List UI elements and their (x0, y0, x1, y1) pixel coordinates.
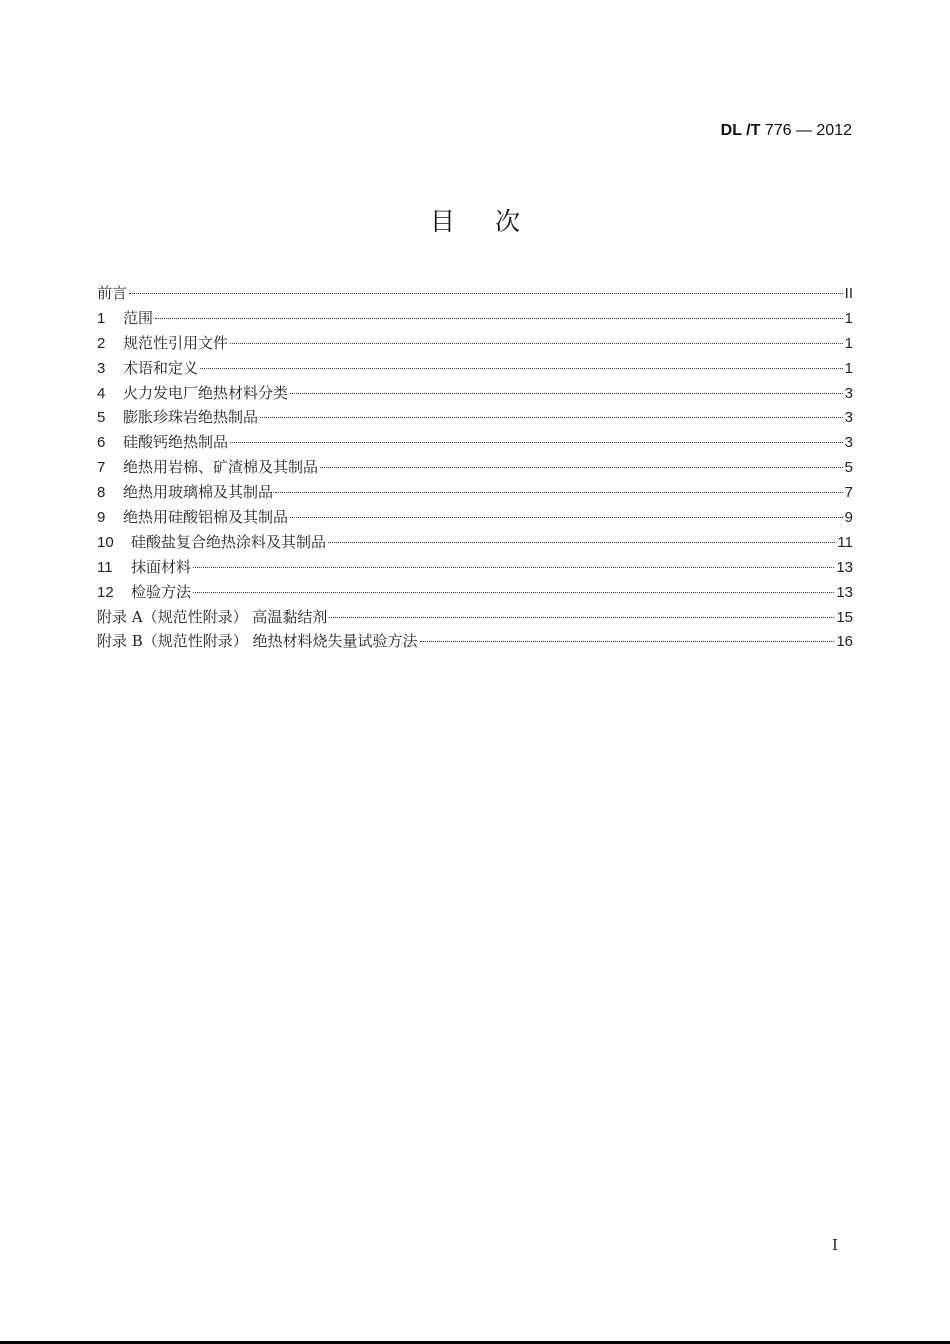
toc-entry-label: 规范性引用文件 (123, 333, 229, 352)
toc-entry-annex-a[interactable] (97, 605, 853, 630)
toc-entry-9[interactable] (97, 505, 853, 530)
toc-entry-page: II (844, 285, 853, 302)
standard-code (721, 122, 852, 140)
toc-entry-label: 绝热用玻璃棉及其制品 (123, 483, 274, 502)
toc-entry-page: 11 (837, 533, 853, 551)
toc-leader (200, 368, 843, 369)
toc-entry-page: 3 (844, 434, 853, 452)
toc-entry-label: 范围 (123, 308, 154, 327)
toc-entry-6[interactable] (97, 430, 853, 455)
toc-entry-page: 15 (836, 608, 853, 626)
toc-entry-4[interactable] (97, 381, 853, 406)
toc-entry-label: 火力发电厂绝热材料分类 (123, 383, 289, 402)
toc-leader (290, 517, 843, 518)
toc-entry-page: 1 (844, 309, 853, 327)
toc-entry-number: 6 (97, 434, 106, 452)
toc-entry-page: 16 (836, 633, 853, 651)
toc-leader (230, 442, 843, 443)
toc-entry-number: 5 (97, 409, 106, 427)
standard-code-prefix: DL /T (720, 122, 761, 139)
toc-leader (260, 417, 843, 418)
toc-entry-number: 10 (97, 533, 114, 551)
toc-entry-number: 12 (97, 583, 114, 601)
toc-entry-label: 术语和定义 (123, 358, 199, 377)
toc-entry-label: 抹面材料 (131, 557, 192, 576)
toc-entry-label: 膨胀珍珠岩绝热制品 (123, 408, 259, 427)
toc-entry-12[interactable] (97, 580, 853, 605)
toc-entry-number: 8 (97, 484, 106, 502)
standard-code-number: 776 — 2012 (760, 122, 852, 139)
toc-entry-label: 检验方法 (131, 582, 192, 601)
page-number: I (832, 1236, 838, 1254)
toc-leader (193, 592, 834, 593)
table-of-contents (97, 281, 853, 654)
toc-entry-page: 3 (844, 409, 853, 427)
toc-leader (320, 467, 843, 468)
toc-entry-number: 3 (97, 359, 106, 377)
toc-entry-page: 9 (844, 509, 853, 527)
toc-entry-page: 13 (836, 558, 853, 576)
toc-entry-7[interactable] (97, 455, 853, 480)
toc-entry-number: 2 (97, 334, 106, 352)
page-title: 目次 (429, 207, 560, 236)
toc-entry-label: 硅酸盐复合绝热涂料及其制品 (131, 532, 327, 551)
toc-entry-annex-b[interactable] (97, 629, 853, 654)
toc-leader (275, 492, 843, 493)
toc-entry-label: 绝热用硅酸铝棉及其制品 (123, 508, 289, 527)
toc-entry-label: 硅酸钙绝热制品 (123, 433, 229, 452)
toc-entry-number: 4 (97, 384, 106, 402)
toc-leader (328, 542, 835, 543)
toc-entry-1[interactable] (97, 306, 853, 331)
toc-entry-label: 前言 (97, 284, 128, 302)
toc-leader (155, 318, 843, 319)
toc-leader (129, 293, 843, 294)
toc-leader (290, 393, 843, 394)
toc-leader (420, 641, 835, 642)
toc-entry-page: 5 (844, 459, 853, 477)
toc-entry-3[interactable] (97, 356, 853, 381)
toc-entry-page: 3 (844, 384, 853, 402)
toc-entry-label: 绝热用岩棉、矿渣棉及其制品 (123, 458, 319, 477)
toc-leader (193, 567, 834, 568)
toc-entry-10[interactable] (97, 530, 853, 555)
toc-entry-11[interactable] (97, 555, 853, 580)
toc-leader (329, 617, 834, 618)
toc-entry-number: 9 (97, 509, 106, 527)
toc-entry-5[interactable] (97, 405, 853, 430)
toc-entry-8[interactable] (97, 480, 853, 505)
toc-entry-label: 附录 A（规范性附录） 高温黏结剂 (97, 607, 328, 626)
toc-entry-page: 7 (844, 484, 853, 502)
toc-entry-page: 1 (844, 359, 853, 377)
toc-entry-2[interactable] (97, 331, 853, 356)
toc-entry-number: 11 (97, 558, 113, 576)
toc-leader (230, 343, 843, 344)
toc-entry-page: 13 (836, 583, 853, 601)
toc-entry-foreword[interactable] (97, 281, 853, 306)
toc-entry-page: 1 (844, 334, 853, 352)
toc-entry-number: 1 (97, 309, 106, 327)
toc-entry-label: 附录 B（规范性附录） 绝热材料烧失量试验方法 (97, 632, 418, 651)
toc-entry-number: 7 (97, 459, 106, 477)
